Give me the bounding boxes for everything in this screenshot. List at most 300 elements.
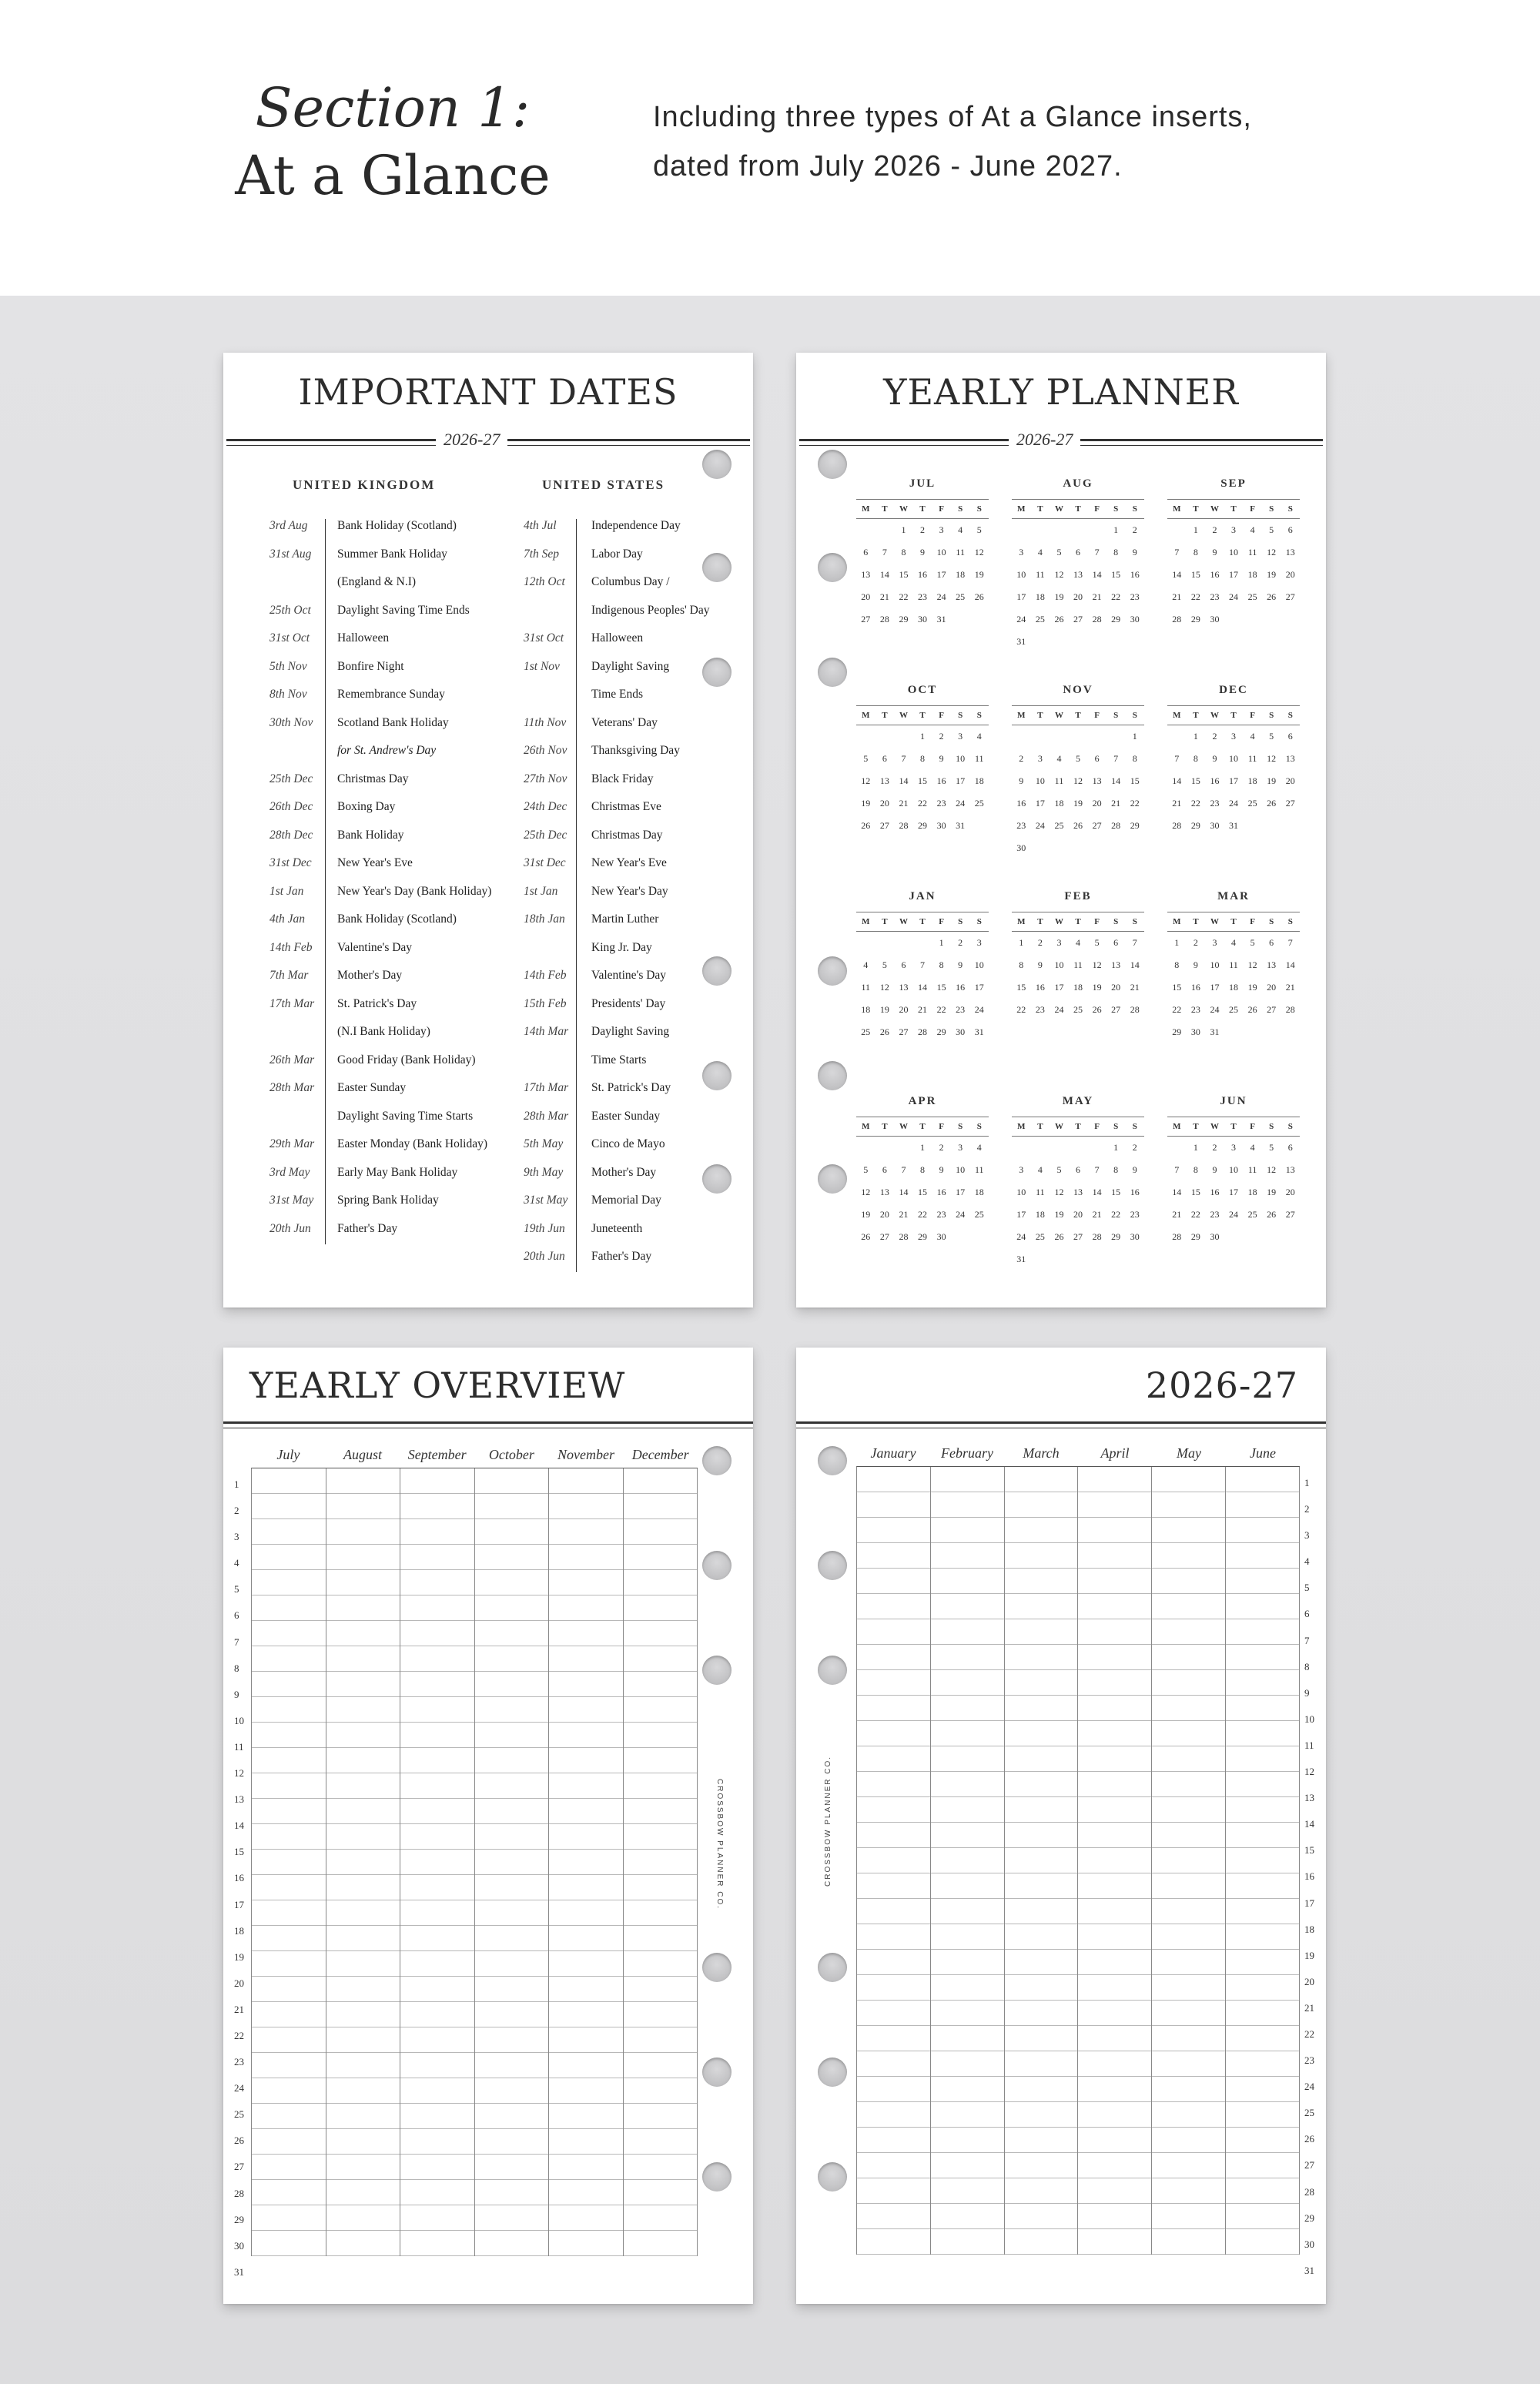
day-cell bbox=[931, 1619, 1004, 1645]
day-number: 28 bbox=[1172, 820, 1182, 831]
day-cell bbox=[1078, 1543, 1151, 1569]
event-name: Spring Bank Holiday bbox=[337, 1194, 439, 1207]
day-number: 29 bbox=[1190, 820, 1200, 831]
week-row bbox=[1012, 976, 1144, 999]
day-cell bbox=[624, 2155, 698, 2180]
event-item bbox=[524, 1250, 724, 1278]
day-cell bbox=[624, 2180, 698, 2205]
month-column bbox=[400, 1468, 475, 2256]
day-number: 28 bbox=[879, 614, 889, 624]
day-number: 25 bbox=[1247, 798, 1257, 809]
weekday-header bbox=[856, 1117, 989, 1137]
sheet-title: YEARLY PLANNER bbox=[883, 371, 1239, 413]
day-cell bbox=[1078, 1772, 1151, 1797]
weekday-initial: S bbox=[1269, 504, 1274, 514]
day-number: 10 bbox=[1229, 1164, 1239, 1175]
event-item bbox=[270, 1137, 500, 1166]
day-cell bbox=[931, 1569, 1004, 1594]
day-number: 1 bbox=[901, 524, 906, 535]
day-number: 24 bbox=[1035, 820, 1045, 831]
day-cell bbox=[475, 1468, 549, 1494]
day-cell bbox=[931, 2102, 1004, 2128]
event-name: Daylight Saving bbox=[591, 1025, 670, 1038]
day-cell bbox=[1005, 2204, 1078, 2229]
day-cell bbox=[1152, 2077, 1225, 2102]
event-name: King Jr. Day bbox=[591, 940, 652, 954]
weekday-initial: T bbox=[1075, 1122, 1081, 1131]
day-cell bbox=[1078, 1721, 1151, 1746]
day-cell bbox=[1005, 1569, 1078, 1594]
day-number: 22 bbox=[1190, 1209, 1200, 1220]
day-cell bbox=[400, 2155, 474, 2180]
day-number: 5 bbox=[1056, 547, 1062, 557]
weekday-initial: W bbox=[899, 1122, 908, 1131]
day-cell bbox=[857, 1467, 930, 1492]
event-name: Father's Day bbox=[337, 1221, 398, 1235]
day-cell bbox=[400, 1468, 474, 1494]
day-number: 10 bbox=[1035, 775, 1045, 786]
day-number: 20 bbox=[1285, 569, 1295, 580]
day-cell bbox=[931, 1924, 1004, 1950]
day-cell bbox=[1226, 1772, 1299, 1797]
event-date: 24th Dec bbox=[524, 800, 567, 813]
day-number: 10 bbox=[936, 547, 946, 557]
day-cell bbox=[400, 1824, 474, 1850]
day-cell bbox=[549, 1570, 623, 1595]
day-cell bbox=[857, 1492, 930, 1518]
row-number: 25 bbox=[1304, 2107, 1314, 2119]
day-number: 19 bbox=[1247, 982, 1257, 993]
day-number: 1 bbox=[939, 937, 944, 948]
week-row bbox=[856, 519, 989, 541]
day-cell bbox=[252, 2104, 326, 2129]
day-cell bbox=[857, 1696, 930, 1721]
row-number: 15 bbox=[1304, 1844, 1314, 1857]
day-cell bbox=[326, 2180, 400, 2205]
event-date: 1st Jan bbox=[524, 884, 558, 898]
day-cell bbox=[326, 1646, 400, 1672]
day-number: 22 bbox=[1190, 591, 1200, 602]
day-number: 24 bbox=[1210, 1004, 1220, 1015]
weekday-initial: T bbox=[1193, 1122, 1199, 1131]
day-number: 26 bbox=[1247, 1004, 1257, 1015]
day-number: 1 bbox=[920, 1142, 926, 1153]
day-cell bbox=[857, 1950, 930, 1975]
day-cell bbox=[252, 1519, 326, 1545]
weekday-initial: S bbox=[1132, 917, 1137, 926]
event-name: Mother's Day bbox=[337, 969, 403, 982]
day-number: 13 bbox=[1111, 959, 1121, 970]
day-number: 8 bbox=[1113, 547, 1119, 557]
day-number: 26 bbox=[1267, 591, 1277, 602]
weekday-initial: M bbox=[862, 711, 870, 720]
row-number: 29 bbox=[1304, 2212, 1314, 2224]
row-number: 8 bbox=[1304, 1660, 1310, 1672]
day-cell bbox=[475, 2104, 549, 2129]
day-number: 29 bbox=[1130, 820, 1140, 831]
day-number: 14 bbox=[899, 1187, 909, 1197]
day-cell bbox=[252, 1748, 326, 1773]
day-cell bbox=[1226, 1873, 1299, 1899]
day-number: 7 bbox=[1174, 753, 1180, 764]
binder-hole bbox=[702, 450, 732, 479]
binder-hole bbox=[818, 1164, 847, 1194]
day-number: 12 bbox=[861, 1187, 871, 1197]
day-cell bbox=[1005, 1543, 1078, 1569]
event-date: 7th Mar bbox=[270, 969, 309, 982]
binder-hole bbox=[702, 1656, 732, 1685]
month-calendar-aug bbox=[1012, 477, 1144, 653]
day-cell bbox=[400, 2002, 474, 2027]
day-number: 21 bbox=[1092, 591, 1102, 602]
day-number: 2 bbox=[1132, 1142, 1137, 1153]
event-item bbox=[270, 1222, 500, 1251]
day-cell bbox=[931, 1899, 1004, 1924]
week-row bbox=[1012, 770, 1144, 792]
day-number: 15 bbox=[1111, 569, 1121, 580]
day-cell bbox=[1005, 1823, 1078, 1848]
day-cell bbox=[252, 2129, 326, 2155]
day-cell bbox=[326, 1519, 400, 1545]
weekday-initial: W bbox=[1210, 504, 1219, 514]
day-cell bbox=[857, 1772, 930, 1797]
day-number: 6 bbox=[1076, 547, 1081, 557]
day-number: 17 bbox=[1016, 1209, 1026, 1220]
day-number: 19 bbox=[974, 569, 984, 580]
day-cell bbox=[252, 1468, 326, 1494]
day-cell bbox=[1152, 2128, 1225, 2153]
day-number: 4 bbox=[1056, 753, 1062, 764]
day-number: 23 bbox=[1210, 591, 1220, 602]
binder-hole bbox=[702, 553, 732, 582]
day-number: 31 bbox=[956, 820, 966, 831]
day-cell bbox=[549, 1468, 623, 1494]
day-number: 31 bbox=[1016, 1254, 1026, 1264]
day-cell bbox=[1152, 1797, 1225, 1823]
day-cell bbox=[549, 1545, 623, 1570]
day-number: 13 bbox=[861, 569, 871, 580]
overview-grid bbox=[856, 1435, 1300, 2255]
day-cell bbox=[400, 2053, 474, 2078]
weekday-initial: F bbox=[1094, 504, 1100, 514]
day-number: 4 bbox=[958, 524, 963, 535]
day-cell bbox=[1005, 1721, 1078, 1746]
event-item bbox=[524, 885, 724, 913]
event-item bbox=[524, 997, 724, 1026]
day-cell bbox=[857, 1645, 930, 1670]
day-number: 17 bbox=[1210, 982, 1220, 993]
week-row bbox=[1167, 999, 1300, 1021]
day-number: 24 bbox=[1054, 1004, 1064, 1015]
row-number: 6 bbox=[234, 1609, 239, 1622]
day-number: 28 bbox=[1285, 1004, 1295, 1015]
day-number: 10 bbox=[1016, 569, 1026, 580]
event-item bbox=[270, 969, 500, 997]
weekday-initial: F bbox=[939, 504, 944, 514]
weekday-initial: S bbox=[1132, 711, 1137, 720]
month-calendar-dec bbox=[1167, 684, 1300, 837]
binder-hole bbox=[818, 956, 847, 986]
sheet-title: YEARLY OVERVIEW bbox=[249, 1364, 626, 1406]
title-rule bbox=[223, 1421, 753, 1424]
day-number: 27 bbox=[1111, 1004, 1121, 1015]
event-item bbox=[524, 688, 724, 716]
day-cell bbox=[1078, 1797, 1151, 1823]
day-number: 24 bbox=[1229, 591, 1239, 602]
event-item bbox=[270, 800, 500, 829]
weekday-header bbox=[1012, 499, 1144, 519]
day-cell bbox=[400, 1900, 474, 1926]
day-cell bbox=[931, 2204, 1004, 2229]
event-item bbox=[524, 744, 724, 772]
event-name: Cinco de Mayo bbox=[591, 1137, 665, 1150]
day-number: 22 bbox=[899, 591, 909, 602]
day-cell bbox=[857, 2128, 930, 2153]
day-number: 9 bbox=[939, 753, 944, 764]
day-cell bbox=[1005, 1899, 1078, 1924]
day-cell bbox=[857, 1899, 930, 1924]
row-number: 3 bbox=[234, 1531, 239, 1543]
day-cell bbox=[326, 1977, 400, 2002]
event-name: Time Starts bbox=[591, 1053, 647, 1066]
day-cell bbox=[1005, 1950, 1078, 1975]
day-number: 28 bbox=[1172, 1231, 1182, 1242]
day-number: 18 bbox=[1054, 798, 1064, 809]
day-number: 22 bbox=[1130, 798, 1140, 809]
day-cell bbox=[326, 1900, 400, 1926]
event-item bbox=[524, 941, 724, 969]
day-cell bbox=[624, 1595, 698, 1621]
day-number: 11 bbox=[974, 753, 984, 764]
day-cell bbox=[326, 1799, 400, 1824]
section-title bbox=[200, 74, 585, 209]
day-number: 27 bbox=[861, 614, 871, 624]
event-date: 19th Jun bbox=[524, 1221, 565, 1235]
day-cell bbox=[475, 1900, 549, 1926]
week-row bbox=[856, 564, 989, 586]
weekday-initial: S bbox=[1287, 917, 1293, 926]
event-name: Veterans' Day bbox=[591, 715, 658, 729]
weekday-initial: T bbox=[919, 504, 926, 514]
day-number: 3 bbox=[1019, 1164, 1024, 1175]
day-number: 20 bbox=[1073, 1209, 1083, 1220]
day-cell bbox=[624, 1468, 698, 1494]
month-name: SEP bbox=[1220, 477, 1247, 490]
day-cell bbox=[475, 1595, 549, 1621]
day-number: 13 bbox=[1092, 775, 1102, 786]
day-cell bbox=[1078, 2229, 1151, 2255]
day-cell bbox=[1226, 2229, 1299, 2255]
day-cell bbox=[1226, 1975, 1299, 2001]
day-number: 14 bbox=[1092, 1187, 1102, 1197]
event-name: Father's Day bbox=[591, 1250, 652, 1263]
day-number: 5 bbox=[1076, 753, 1081, 764]
day-number: 18 bbox=[974, 775, 984, 786]
day-number: 30 bbox=[956, 1026, 966, 1037]
day-cell bbox=[931, 2001, 1004, 2026]
day-cell bbox=[1152, 1645, 1225, 1670]
row-number: 5 bbox=[1304, 1582, 1310, 1594]
week-row bbox=[1167, 748, 1300, 770]
day-number: 8 bbox=[901, 547, 906, 557]
day-number: 3 bbox=[1019, 547, 1024, 557]
month-header: November bbox=[557, 1447, 615, 1462]
day-number: 25 bbox=[974, 1209, 984, 1220]
day-number: 17 bbox=[936, 569, 946, 580]
day-number: 30 bbox=[1130, 614, 1140, 624]
day-cell bbox=[1005, 1924, 1078, 1950]
day-cell bbox=[857, 1670, 930, 1696]
day-cell bbox=[326, 2155, 400, 2180]
day-number: 27 bbox=[1285, 1209, 1295, 1220]
day-cell bbox=[624, 1723, 698, 1748]
day-cell bbox=[624, 2053, 698, 2078]
weekday-initial: T bbox=[919, 1122, 926, 1131]
day-cell bbox=[326, 1468, 400, 1494]
day-cell bbox=[624, 2078, 698, 2104]
binder-hole bbox=[702, 1164, 732, 1194]
month-name: APR bbox=[908, 1095, 937, 1107]
row-number: 30 bbox=[234, 2239, 244, 2252]
event-name: (N.I Bank Holiday) bbox=[337, 1025, 430, 1038]
day-cell bbox=[857, 1619, 930, 1645]
day-cell bbox=[549, 2078, 623, 2104]
event-date: 17th Mar bbox=[270, 996, 315, 1010]
row-number: 6 bbox=[1304, 1608, 1310, 1620]
weekday-initial: S bbox=[1132, 504, 1137, 514]
day-number: 16 bbox=[1130, 569, 1140, 580]
day-cell bbox=[1078, 1467, 1151, 1492]
day-cell bbox=[549, 1595, 623, 1621]
weekday-initial: T bbox=[1193, 504, 1199, 514]
day-cell bbox=[1152, 2102, 1225, 2128]
event-date: 31st Dec bbox=[270, 856, 312, 869]
weekday-initial: S bbox=[958, 917, 963, 926]
day-cell bbox=[1152, 1848, 1225, 1873]
day-cell bbox=[252, 2002, 326, 2027]
day-cell bbox=[624, 1621, 698, 1646]
row-number: 2 bbox=[1304, 1503, 1310, 1515]
day-cell bbox=[326, 1951, 400, 1977]
day-number: 8 bbox=[1132, 753, 1137, 764]
event-date: 5th May bbox=[524, 1137, 564, 1150]
day-cell bbox=[1005, 1848, 1078, 1873]
weekday-initial: F bbox=[939, 1122, 944, 1131]
event-name: Columbus Day / bbox=[591, 575, 670, 588]
event-name: Indigenous Peoples' Day bbox=[591, 603, 710, 617]
day-number: 15 bbox=[918, 1187, 928, 1197]
weekday-initial: S bbox=[958, 504, 963, 514]
day-number: 18 bbox=[861, 1004, 871, 1015]
week-row bbox=[1167, 1021, 1300, 1043]
week-row bbox=[1167, 1137, 1300, 1159]
day-number: 30 bbox=[936, 1231, 946, 1242]
day-cell bbox=[252, 1723, 326, 1748]
day-cell bbox=[1226, 1619, 1299, 1645]
day-cell bbox=[931, 1696, 1004, 1721]
day-number: 18 bbox=[1247, 775, 1257, 786]
weekday-initial: F bbox=[939, 711, 944, 720]
row-number: 16 bbox=[1304, 1870, 1314, 1883]
day-cell bbox=[1152, 2229, 1225, 2255]
day-cell bbox=[252, 1977, 326, 2002]
day-number: 13 bbox=[879, 775, 889, 786]
day-cell bbox=[400, 2205, 474, 2231]
row-number: 30 bbox=[1304, 2238, 1314, 2250]
row-number: 4 bbox=[1304, 1555, 1310, 1568]
day-cell bbox=[1152, 1467, 1225, 1492]
month-name: JAN bbox=[909, 890, 936, 902]
day-cell bbox=[1078, 1670, 1151, 1696]
row-number: 11 bbox=[1304, 1739, 1314, 1751]
event-item bbox=[524, 519, 724, 547]
day-cell bbox=[1078, 2077, 1151, 2102]
day-cell bbox=[400, 1494, 474, 1519]
day-cell bbox=[1226, 1467, 1299, 1492]
day-number: 6 bbox=[882, 1164, 887, 1175]
day-number: 23 bbox=[1190, 1004, 1200, 1015]
weekday-initial: S bbox=[1269, 1122, 1274, 1131]
day-cell bbox=[1226, 1950, 1299, 1975]
day-number: 29 bbox=[918, 820, 928, 831]
week-row bbox=[856, 815, 989, 837]
day-cell bbox=[400, 1621, 474, 1646]
day-cell bbox=[549, 1519, 623, 1545]
weekday-initial: S bbox=[1287, 711, 1293, 720]
day-number: 5 bbox=[1094, 937, 1100, 948]
day-cell bbox=[931, 1670, 1004, 1696]
day-cell bbox=[400, 1875, 474, 1900]
event-date: 3rd May bbox=[270, 1165, 310, 1179]
day-number: 13 bbox=[1267, 959, 1277, 970]
day-number: 15 bbox=[1130, 775, 1140, 786]
day-cell bbox=[1226, 1797, 1299, 1823]
day-number: 29 bbox=[1111, 614, 1121, 624]
day-number: 19 bbox=[1092, 982, 1102, 993]
day-number: 20 bbox=[879, 1209, 889, 1220]
day-cell bbox=[252, 1850, 326, 1875]
day-cell bbox=[549, 2180, 623, 2205]
binder-hole bbox=[818, 2058, 847, 2087]
day-number: 2 bbox=[1212, 524, 1217, 535]
day-cell bbox=[1005, 1772, 1078, 1797]
month-column bbox=[624, 1468, 698, 2256]
day-number: 7 bbox=[1132, 937, 1137, 948]
weekday-initial: M bbox=[1173, 504, 1181, 514]
binder-hole bbox=[702, 1551, 732, 1580]
day-cell bbox=[1152, 1950, 1225, 1975]
event-item bbox=[524, 1081, 724, 1110]
weekday-initial: T bbox=[1193, 917, 1199, 926]
day-cell bbox=[549, 2205, 623, 2231]
month-name: DEC bbox=[1219, 684, 1248, 696]
day-number: 9 bbox=[1212, 1164, 1217, 1175]
weekday-initial: M bbox=[862, 1122, 870, 1131]
day-number: 18 bbox=[956, 569, 966, 580]
day-number: 10 bbox=[974, 959, 984, 970]
day-cell bbox=[857, 2026, 930, 2051]
day-number: 22 bbox=[936, 1004, 946, 1015]
weekday-initial: W bbox=[899, 504, 908, 514]
day-number: 24 bbox=[1016, 614, 1026, 624]
day-number: 25 bbox=[861, 1026, 871, 1037]
day-number: 29 bbox=[899, 614, 909, 624]
day-number: 14 bbox=[1092, 569, 1102, 580]
week-row bbox=[856, 932, 989, 954]
day-cell bbox=[549, 1951, 623, 1977]
day-cell bbox=[857, 2102, 930, 2128]
day-cell bbox=[1078, 2001, 1151, 2026]
